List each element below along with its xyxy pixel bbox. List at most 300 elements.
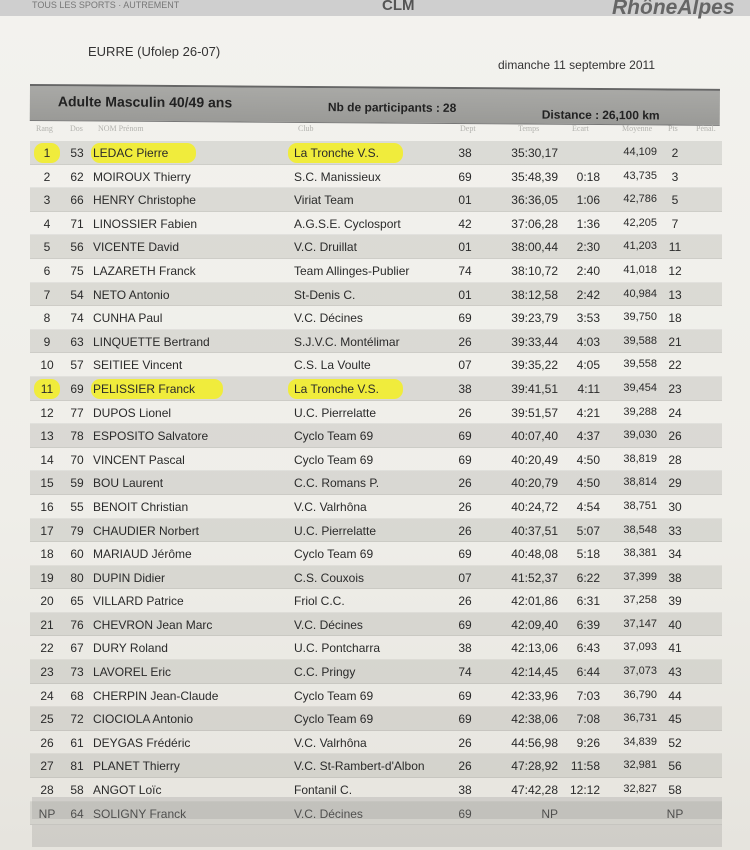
gap-cell: 6:22 <box>576 570 600 585</box>
column-header: Club <box>298 124 314 133</box>
club-name: C.C. Pringy <box>294 665 356 680</box>
participants-label: Nb de participants : <box>327 100 440 115</box>
rider-name: MOIROUX Thierry <box>93 169 191 184</box>
rider-name: BENOIT Christian <box>93 499 189 514</box>
race-date: dimanche 11 septembre 2011 <box>498 58 655 72</box>
empty-row <box>32 825 722 847</box>
time-cell: 40:20,79 <box>511 476 558 491</box>
department-cell: 69 <box>458 452 472 467</box>
department-cell: 38 <box>458 641 472 656</box>
rider-name: SOLIGNY Franck <box>93 806 187 821</box>
time-cell: 39:41,51 <box>511 381 558 396</box>
bib-cell: 81 <box>70 759 84 774</box>
table-row <box>30 424 722 448</box>
average-speed-cell: 43,735 <box>623 169 657 182</box>
club-name: A.G.S.E. Cyclosport <box>294 216 401 231</box>
table-row <box>30 589 722 613</box>
rank-cell: 11 <box>34 379 60 399</box>
table-row <box>30 212 722 236</box>
points-cell: 12 <box>668 263 682 278</box>
average-speed-cell: 38,814 <box>623 476 657 489</box>
table-row <box>30 471 722 495</box>
bib-cell: 74 <box>70 311 84 326</box>
rider-name: CHAUDIER Norbert <box>93 523 200 538</box>
points-cell: 45 <box>668 712 682 727</box>
rider-name: LINQUETTE Bertrand <box>93 334 210 349</box>
rank-cell: 5 <box>43 240 51 255</box>
gap-cell: 4:05 <box>576 358 600 373</box>
bib-cell: 53 <box>70 146 84 160</box>
gap-cell: 6:44 <box>576 665 600 680</box>
gap-cell: 2:42 <box>576 287 600 302</box>
column-header: Rang <box>36 124 53 133</box>
club-name: Cyclo Team 69 <box>294 712 374 727</box>
rider-name: LAZARETH Franck <box>93 263 196 278</box>
gap-cell: 4:54 <box>576 499 600 514</box>
points-cell: 5 <box>671 193 679 208</box>
average-speed-cell: 37,147 <box>623 617 657 630</box>
department-cell: 69 <box>458 617 472 632</box>
time-cell: 40:48,08 <box>511 547 558 562</box>
rider-name: CIOCIOLA Antonio <box>93 712 194 727</box>
department-cell: 26 <box>458 476 472 491</box>
department-cell: 07 <box>458 570 472 585</box>
gap-cell: 7:03 <box>576 688 600 703</box>
department-cell: 69 <box>458 547 472 562</box>
table-row <box>30 377 722 401</box>
rank-cell: 23 <box>40 665 54 680</box>
bib-cell: 58 <box>70 783 84 798</box>
club-name: C.C. Romans P. <box>294 476 380 491</box>
department-cell: 74 <box>458 263 472 278</box>
rank-cell: 22 <box>40 641 54 656</box>
average-speed-cell: 38,548 <box>623 523 657 536</box>
rank-cell: 12 <box>40 405 54 420</box>
gap-cell: 6:39 <box>576 617 600 632</box>
club-name: Cyclo Team 69 <box>294 429 374 444</box>
gap-cell: 1:36 <box>576 216 600 231</box>
time-cell: 44:56,98 <box>511 735 558 750</box>
time-cell: 42:14,45 <box>511 665 558 680</box>
bib-cell: 78 <box>70 429 84 444</box>
gap-cell: 11:58 <box>570 759 600 774</box>
club-name: La Tronche V.S. <box>288 379 403 399</box>
gap-cell: 6:43 <box>576 641 600 656</box>
table-row <box>30 141 722 165</box>
time-cell: 37:06,28 <box>511 216 558 231</box>
table-row <box>30 613 722 637</box>
table-row <box>30 448 722 472</box>
rank-cell: 15 <box>40 476 54 491</box>
bib-cell: 75 <box>70 263 84 278</box>
time-cell: NP <box>541 806 558 821</box>
rank-cell: 16 <box>40 499 54 514</box>
points-cell: 26 <box>668 429 682 444</box>
department-cell: 69 <box>458 806 472 821</box>
department-cell: 38 <box>458 381 472 396</box>
club-name: Friol C.C. <box>294 594 345 609</box>
column-header: Dept <box>460 124 476 133</box>
department-cell: 26 <box>458 759 472 774</box>
gap-cell: 5:07 <box>576 523 600 538</box>
time-cell: 38:12,58 <box>511 287 558 302</box>
rider-name: ESPOSITO Salvatore <box>93 429 209 444</box>
rank-cell: 1 <box>34 143 60 163</box>
average-speed-cell: 39,288 <box>623 405 657 418</box>
club-name: V.C. Décines <box>294 311 363 326</box>
time-cell: 40:20,49 <box>511 452 558 467</box>
department-cell: 26 <box>458 405 472 420</box>
average-speed-cell: 34,839 <box>623 735 657 748</box>
points-cell: 41 <box>668 641 682 656</box>
gap-cell: 2:30 <box>576 240 600 255</box>
bib-cell: 77 <box>70 405 84 420</box>
rank-cell: 17 <box>40 523 54 538</box>
department-cell: 26 <box>458 594 472 609</box>
club-name: V.C. Décines <box>294 617 363 632</box>
bib-cell: 56 <box>70 240 84 255</box>
table-row <box>30 684 722 708</box>
points-cell: 2 <box>671 146 679 160</box>
average-speed-cell: 38,751 <box>623 499 657 512</box>
time-cell: 42:01,86 <box>511 594 558 609</box>
gap-cell: 4:50 <box>576 452 600 467</box>
distance-value: 26,100 km <box>602 107 660 123</box>
table-row <box>30 188 722 212</box>
club-name: S.J.V.C. Montélimar <box>294 334 400 349</box>
time-cell: 42:13,06 <box>511 641 558 656</box>
rank-cell: 2 <box>43 169 51 184</box>
average-speed-cell: 41,018 <box>623 263 657 276</box>
rider-name: SEITIEE Vincent <box>93 358 183 373</box>
rank-cell: 18 <box>40 547 54 562</box>
gap-cell: 4:11 <box>577 381 600 396</box>
rider-name: ANGOT Loïc <box>93 783 162 798</box>
points-cell: 56 <box>668 759 682 774</box>
club-name: C.S. La Voulte <box>294 358 371 373</box>
points-cell: 11 <box>668 240 682 255</box>
results-table <box>30 141 722 825</box>
points-cell: 3 <box>671 169 679 184</box>
department-cell: 38 <box>458 146 472 160</box>
bib-cell: 68 <box>70 688 84 703</box>
points-cell: 52 <box>668 735 682 750</box>
table-row <box>30 636 722 660</box>
table-row <box>30 235 722 259</box>
table-row <box>30 660 722 684</box>
points-cell: 39 <box>668 594 682 609</box>
gap-cell: 4:50 <box>576 476 600 491</box>
points-cell: 58 <box>668 783 682 798</box>
department-cell: 07 <box>458 358 472 373</box>
table-row <box>30 707 722 731</box>
points-cell: 29 <box>668 476 682 491</box>
rank-cell: 4 <box>43 216 51 231</box>
column-header: Pénal. <box>696 124 716 133</box>
table-row <box>30 330 722 354</box>
rider-name: DUPIN Didier <box>93 570 166 585</box>
rider-name: LEDAC Pierre <box>91 143 196 163</box>
department-cell: 69 <box>458 429 472 444</box>
time-cell: 35:30,17 <box>511 146 558 160</box>
points-cell: 24 <box>668 405 682 420</box>
rider-name: BOU Laurent <box>93 476 164 491</box>
time-cell: 40:37,51 <box>511 523 558 538</box>
gap-cell: 4:03 <box>576 334 600 349</box>
department-cell: 69 <box>458 169 472 184</box>
table-row <box>30 165 722 189</box>
race-title: EURRE (Ufolep 26-07) <box>88 44 221 59</box>
rider-name: LAVOREL Eric <box>93 665 172 680</box>
club-name: V.C. Druillat <box>294 240 357 255</box>
club-name: S.C. Manissieux <box>294 169 381 184</box>
average-speed-cell: 39,454 <box>623 381 657 394</box>
empty-row <box>32 797 722 819</box>
rider-name: PELISSIER Franck <box>91 379 223 399</box>
bib-cell: 76 <box>70 617 84 632</box>
rank-cell: 8 <box>43 311 51 326</box>
average-speed-cell: 42,205 <box>623 216 657 229</box>
bib-cell: 63 <box>70 334 84 349</box>
points-cell: NP <box>666 806 684 821</box>
gap-cell: 5:18 <box>576 547 600 562</box>
club-name: V.C. Décines <box>294 806 363 821</box>
average-speed-cell: 36,731 <box>623 712 657 725</box>
time-cell: 39:35,22 <box>511 358 558 373</box>
rank-cell: 14 <box>40 452 54 467</box>
average-speed-cell: 39,030 <box>623 429 657 442</box>
department-cell: 01 <box>458 240 472 255</box>
rider-name: VICENTE David <box>93 240 180 255</box>
table-row <box>30 306 722 330</box>
rank-cell: 3 <box>43 193 51 208</box>
average-speed-cell: 37,258 <box>623 594 657 607</box>
bib-cell: 69 <box>70 381 84 396</box>
time-cell: 47:42,28 <box>511 783 558 798</box>
rider-name: PLANET Thierry <box>93 759 180 774</box>
average-speed-cell: 32,981 <box>623 759 657 772</box>
rank-cell: 20 <box>40 594 54 609</box>
rider-name: CUNHA Paul <box>93 311 163 326</box>
time-cell: 42:09,40 <box>511 617 558 632</box>
rider-name: CHEVRON Jean Marc <box>93 617 213 632</box>
gap-cell: 12:12 <box>569 783 600 798</box>
participants-value: 28 <box>442 100 457 115</box>
federation-tagline: TOUS LES SPORTS · AUTREMENT <box>32 0 180 10</box>
time-cell: 36:36,05 <box>511 193 558 208</box>
club-name: Team Allinges-Publier <box>294 263 410 278</box>
time-cell: 38:00,44 <box>511 240 558 255</box>
gap-cell: 9:26 <box>576 735 600 750</box>
average-speed-cell: 32,827 <box>623 783 657 796</box>
rider-name: VINCENT Pascal <box>93 452 185 467</box>
table-row <box>30 495 722 519</box>
bib-cell: 72 <box>70 712 84 727</box>
average-speed-cell: 44,109 <box>623 146 657 158</box>
time-cell: 40:24,72 <box>511 499 558 514</box>
points-cell: 43 <box>668 665 682 680</box>
column-header: Ecart <box>572 124 589 133</box>
average-speed-cell: 39,558 <box>623 358 657 371</box>
points-cell: 23 <box>668 381 682 396</box>
points-cell: 30 <box>668 499 682 514</box>
time-cell: 40:07,40 <box>511 429 558 444</box>
points-cell: 22 <box>668 358 682 373</box>
department-cell: 38 <box>458 783 472 798</box>
department-cell: 01 <box>458 287 472 302</box>
average-speed-cell: 39,588 <box>623 334 657 347</box>
points-cell: 7 <box>671 216 679 231</box>
bib-cell: 70 <box>70 452 84 467</box>
time-cell: 41:52,37 <box>511 570 558 585</box>
bib-cell: 71 <box>70 216 84 231</box>
time-cell: 42:38,06 <box>511 712 558 727</box>
bib-cell: 64 <box>70 806 84 821</box>
club-name: Cyclo Team 69 <box>294 452 374 467</box>
gap-cell: 4:37 <box>576 429 600 444</box>
rank-cell: 10 <box>40 358 54 373</box>
department-cell: 74 <box>458 665 472 680</box>
rank-cell: 26 <box>40 735 54 750</box>
average-speed-cell: 42,786 <box>623 193 657 206</box>
rider-name: DEYGAS Frédéric <box>93 735 191 750</box>
rider-name: CHERPIN Jean-Claude <box>93 688 219 703</box>
time-cell: 42:33,96 <box>511 688 558 703</box>
column-headers <box>32 120 722 140</box>
club-name: V.C. Valrhôna <box>294 735 367 750</box>
rank-cell: 24 <box>40 688 54 703</box>
club-name: Viriat Team <box>294 193 354 208</box>
rider-name: DURY Roland <box>93 641 168 656</box>
points-cell: 34 <box>668 547 682 562</box>
average-speed-cell: 40,984 <box>623 287 657 300</box>
bib-cell: 61 <box>70 735 84 750</box>
average-speed-cell: 37,073 <box>623 665 657 678</box>
bib-cell: 54 <box>70 287 84 302</box>
club-name: V.C. St-Rambert-d'Albon <box>294 759 425 774</box>
gap-cell: 2:40 <box>576 263 600 278</box>
bib-cell: 55 <box>70 499 84 514</box>
gap-cell: 3:53 <box>576 311 600 326</box>
gap-cell: 7:08 <box>576 712 600 727</box>
rank-cell: 6 <box>43 263 51 278</box>
average-speed-cell: 38,381 <box>623 547 657 560</box>
gap-cell: 0:18 <box>576 169 600 184</box>
category-name: Adulte Masculin 40/49 ans <box>57 93 233 111</box>
points-cell: 28 <box>668 452 682 467</box>
time-cell: 39:33,44 <box>511 334 558 349</box>
participants-count <box>328 100 457 115</box>
column-header: Moyenne <box>622 124 653 133</box>
rider-name: HENRY Christophe <box>93 193 196 208</box>
column-header: NOM Prénom <box>98 124 144 133</box>
average-speed-cell: 37,399 <box>623 570 657 583</box>
department-cell: 26 <box>458 499 472 514</box>
time-cell: 38:10,72 <box>511 263 558 278</box>
table-row <box>30 754 722 778</box>
bib-cell: 57 <box>70 358 84 373</box>
points-cell: 44 <box>668 688 682 703</box>
average-speed-cell: 36,790 <box>623 688 657 701</box>
club-name: U.C. Pontcharra <box>294 641 381 656</box>
club-name: La Tronche V.S. <box>288 143 403 163</box>
average-speed-cell: 37,093 <box>623 641 657 654</box>
gap-cell: 6:31 <box>576 594 600 609</box>
bib-cell: 62 <box>70 169 84 184</box>
rank-cell: 28 <box>40 783 54 798</box>
bib-cell: 79 <box>70 523 84 538</box>
department-cell: 69 <box>458 311 472 326</box>
club-name: V.C. Valrhôna <box>294 499 367 514</box>
rank-cell: 9 <box>43 334 51 349</box>
table-row <box>30 401 722 425</box>
table-row <box>30 542 722 566</box>
rider-name: MARIAUD Jérôme <box>93 547 192 562</box>
points-cell: 40 <box>668 617 682 632</box>
gap-cell: 4:21 <box>576 405 600 420</box>
rank-cell: 13 <box>40 429 54 444</box>
department-cell: 26 <box>458 523 472 538</box>
rank-cell: 27 <box>40 759 54 774</box>
bib-cell: 80 <box>70 570 84 585</box>
department-cell: 26 <box>458 735 472 750</box>
club-name: U.C. Pierrelatte <box>294 523 377 538</box>
column-header: Dos <box>70 124 83 133</box>
club-name: St-Denis C. <box>294 287 356 302</box>
gap-cell: 1:06 <box>576 193 600 208</box>
column-header: Pts <box>668 124 678 133</box>
points-cell: 33 <box>668 523 682 538</box>
distance-label: Distance : <box>541 107 600 122</box>
rider-name: NETO Antonio <box>93 287 170 302</box>
bib-cell: 67 <box>70 641 84 656</box>
points-cell: 13 <box>668 287 682 302</box>
points-cell: 18 <box>668 311 682 326</box>
column-header: Temps <box>518 124 540 133</box>
region-logo: RhôneAlpes <box>612 0 735 19</box>
table-row <box>30 353 722 377</box>
time-cell: 39:23,79 <box>511 311 558 326</box>
time-cell: 39:51,57 <box>511 405 558 420</box>
department-cell: 42 <box>458 216 472 231</box>
club-name: U.C. Pierrelatte <box>294 405 377 420</box>
points-cell: 38 <box>668 570 682 585</box>
event-type: CLM <box>382 0 415 14</box>
bib-cell: 59 <box>70 476 84 491</box>
table-row <box>30 259 722 283</box>
bib-cell: 60 <box>70 547 84 562</box>
rank-cell: 19 <box>40 570 54 585</box>
rider-name: DUPOS Lionel <box>93 405 172 420</box>
department-cell: 69 <box>458 712 472 727</box>
department-cell: 01 <box>458 193 472 208</box>
average-speed-cell: 38,819 <box>623 452 657 465</box>
rank-cell: NP <box>38 806 56 821</box>
points-cell: 21 <box>668 334 682 349</box>
rider-name: VILLARD Patrice <box>93 594 184 609</box>
department-cell: 69 <box>458 688 472 703</box>
table-row <box>30 283 722 307</box>
club-name: Cyclo Team 69 <box>294 547 374 562</box>
rider-name: LINOSSIER Fabien <box>93 216 198 231</box>
bib-cell: 65 <box>70 594 84 609</box>
table-row <box>30 566 722 590</box>
average-speed-cell: 39,750 <box>623 311 657 324</box>
time-cell: 47:28,92 <box>511 759 558 774</box>
club-name: Cyclo Team 69 <box>294 688 374 703</box>
club-name: C.S. Couxois <box>294 570 365 585</box>
table-row <box>30 731 722 755</box>
